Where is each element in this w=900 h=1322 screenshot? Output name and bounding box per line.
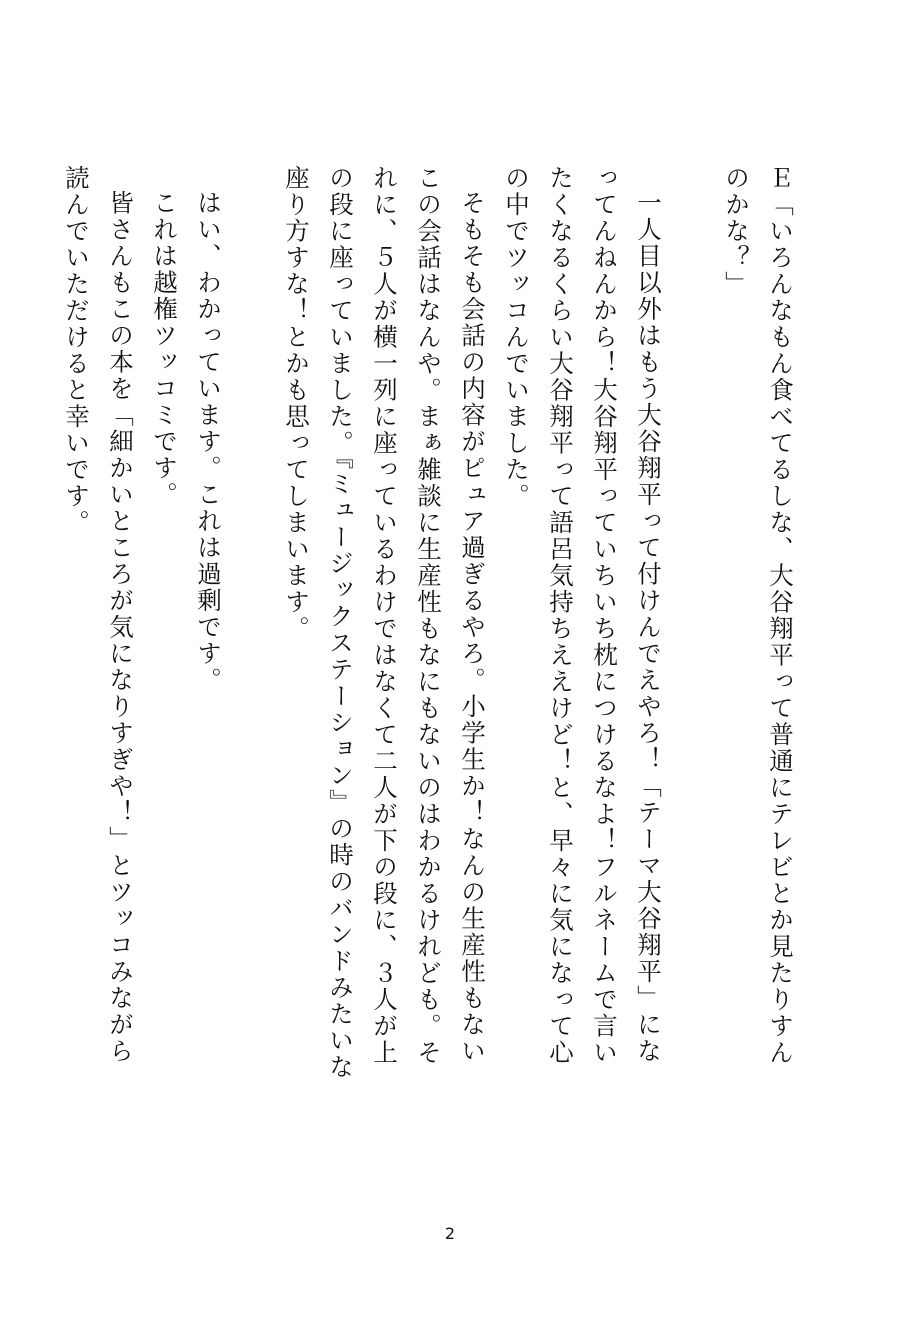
paragraph-name-comment: 一人目以外はもう大谷翔平って付けんでえやろ！「テーマ大谷翔平」になってんねんから！大谷翔平っていちいち枕につけるなよ！フルネームで言いたくなるくらい大谷翔平って語呂気持ちええけど！と、早々に気になって心の中でツッコんでいました。 xyxy=(502,165,663,1066)
vertical-text-body xyxy=(54,165,802,1085)
page-number: 2 xyxy=(444,1224,456,1243)
paragraph-conversation-comment: そもそも会話の内容がピュア過ぎるやろ。小学生か！なんの生産性もないこの会話はなんや。まぁ雑談に生産性もなにもないのはわかるけれども。それに、５人が横一列に座っているわけではなくて二人が下の段に、３人が上の段に座っていました。『ミュージックステーション』の時のバンドみたいな座り方すな！とかも思ってしまいます。 xyxy=(282,165,487,1081)
paragraph-dialogue-e: Ｅ「いろんなもん食べてるしな、大谷翔平って普通にテレビとか見たりすんのかな？」 xyxy=(722,165,795,1066)
paragraph-closing: 皆さんもこの本を「細かいところが気になりすぎや！」とツッコみながら読んでいただけると幸いです。 xyxy=(62,165,135,1064)
paragraph-spacer xyxy=(670,165,714,1085)
paragraph-spacer xyxy=(230,165,274,1085)
paragraph-overreach: これは越権ツッコミです。 xyxy=(150,189,179,508)
paragraph-admission: はい、わかっています。これは過剰です。 xyxy=(194,189,223,693)
